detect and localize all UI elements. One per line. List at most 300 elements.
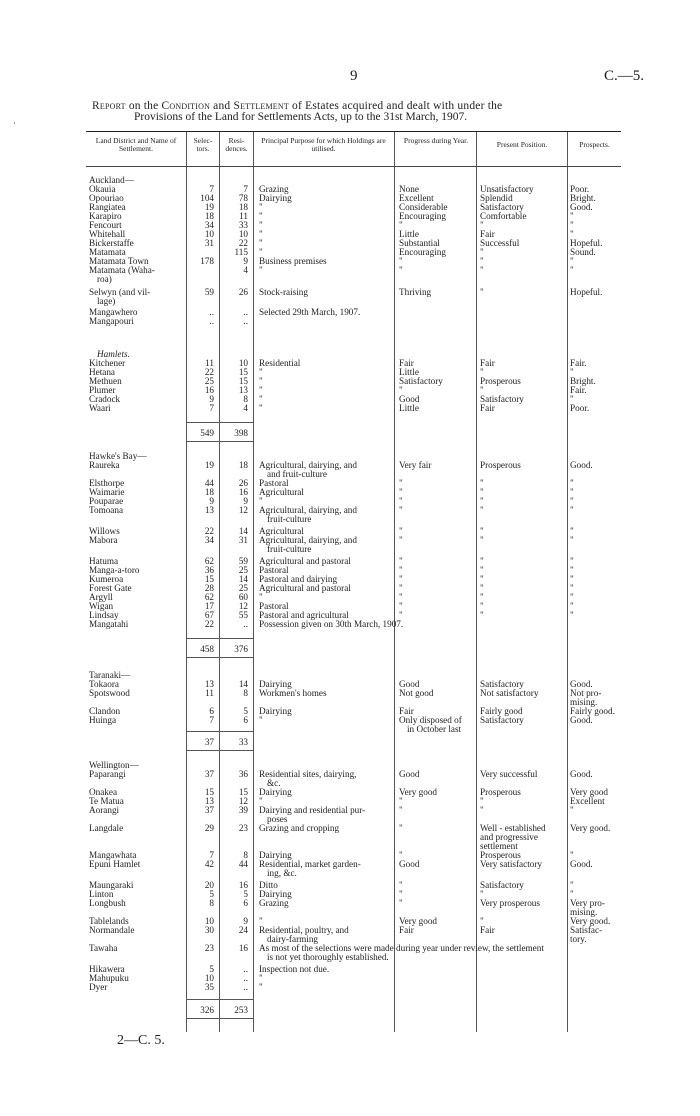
cell-name: Tawaha	[89, 943, 118, 953]
cell-pur: Workmen's homes	[259, 688, 327, 698]
cell-res: 115	[234, 247, 248, 257]
cell-pur: Pastoral and dairying	[259, 574, 338, 584]
cell-prog: "	[399, 574, 403, 584]
cell-prog: "	[399, 889, 403, 899]
cell-name: Raureka	[89, 460, 120, 470]
cell-pur: Selected 29th March, 1907.	[259, 307, 361, 317]
cell-name: Wellington—	[89, 760, 139, 770]
cell-prog: Fair	[399, 358, 414, 368]
cell-name: Tablelands	[89, 916, 129, 926]
cell-res: 26	[238, 478, 248, 488]
cell-name: Hatuma	[89, 556, 119, 566]
cell-name: Taranaki—	[89, 670, 131, 680]
cell-pos: Unsatisfactory	[480, 184, 534, 194]
cell-pur: Residential, market garden-	[259, 859, 361, 869]
cell-pro: "	[570, 211, 574, 221]
cell-res: 8	[243, 688, 248, 698]
cell-pur: Dairying	[259, 787, 292, 797]
cell-pro: Very good.	[570, 916, 611, 926]
cell-pur: &c.	[267, 778, 281, 788]
cell-prog: "	[399, 535, 403, 545]
cell-prog: "	[399, 592, 403, 602]
cell-pro: Bright.	[570, 376, 596, 386]
cell-sel: 178	[200, 256, 214, 266]
cell-res: 14	[238, 526, 248, 536]
cell-prog: Fair	[399, 706, 414, 716]
cell-sel: 29	[204, 823, 214, 833]
cell-name: Onakea	[89, 787, 118, 797]
cell-pur: "	[259, 385, 263, 395]
cell-name: Linton	[89, 889, 114, 899]
cell-pro: "	[570, 526, 574, 536]
cell-name: Lindsay	[89, 610, 119, 620]
cell-pos: "	[480, 496, 484, 506]
cell-pos: "	[480, 385, 484, 395]
cell-pur: Inspection not due.	[259, 964, 330, 974]
cell-name: Manga-a-toro	[89, 565, 140, 575]
cell-pro: "	[570, 265, 574, 275]
cell-pur: Agricultural and pastoral	[259, 556, 351, 566]
cell-pro: mising.	[570, 697, 598, 707]
cell-res: ..	[243, 316, 248, 326]
cell-pos: settlement	[480, 841, 518, 851]
cell-sel: 25	[204, 376, 214, 386]
cell-pur: "	[259, 592, 263, 602]
cell-sel: 22	[204, 367, 214, 377]
cell-name: Mabora	[89, 535, 118, 545]
cell-pro: "	[570, 535, 574, 545]
cell-res: 13	[238, 385, 248, 395]
cell-pur: Dairying	[259, 889, 292, 899]
cell-pos: Prosperous	[480, 376, 521, 386]
total-rule	[187, 657, 253, 658]
cell-prog: "	[399, 601, 403, 611]
cell-res: 9	[243, 916, 248, 926]
cell-name: Kitchener	[89, 358, 126, 368]
cell-pos: Not satisfactory	[480, 688, 539, 698]
cell-prog: Substantial	[399, 238, 440, 248]
cell-prog: "	[399, 496, 403, 506]
cell-pro: "	[570, 394, 574, 404]
cell-name: Argyll	[89, 592, 113, 602]
cell-pur: Possession given on 30th March, 1907.	[259, 619, 404, 629]
header-purpose: Principal Purpose for which Holdings are utilised.	[261, 136, 386, 153]
cell-prog: Good	[399, 394, 420, 404]
cell-pro: "	[570, 256, 574, 266]
cell-name: Te Matua	[89, 796, 124, 806]
cell-pur: "	[259, 247, 263, 257]
total-rule	[187, 731, 253, 732]
cell-pos: Fair	[480, 925, 495, 935]
cell-pro: Satisfac-	[570, 925, 603, 935]
cell-sel: 6	[209, 706, 214, 716]
cell-res: 14	[238, 679, 248, 689]
cell-res: 10	[238, 229, 248, 239]
cell-res: 44	[238, 859, 248, 869]
total-rule	[187, 750, 253, 751]
cell-pos: Satisfactory	[480, 880, 524, 890]
cell-res: 33	[238, 737, 248, 747]
cell-pro: tory.	[570, 934, 587, 944]
cell-pur: Pastoral	[259, 601, 289, 611]
cell-res: 15	[238, 367, 248, 377]
cell-prog: None	[399, 184, 419, 194]
cell-sel: 15	[204, 787, 214, 797]
cell-res: 8	[243, 394, 248, 404]
cell-name: Aorangi	[89, 805, 120, 815]
cell-name: Tokaora	[89, 679, 119, 689]
cell-sel: 42	[204, 859, 214, 869]
cell-prog: "	[399, 850, 403, 860]
cell-name: Hikawera	[89, 964, 125, 974]
cell-sel: 62	[204, 592, 214, 602]
cell-sel: 36	[204, 565, 214, 575]
cell-pur: "	[259, 916, 263, 926]
title-word-report: Report	[92, 100, 126, 112]
cell-pur: Grazing and cropping	[259, 823, 340, 833]
cell-sel: 18	[204, 487, 214, 497]
cell-sel: 10	[204, 916, 214, 926]
cell-name: Epuni Hamlet	[89, 859, 141, 869]
cell-sel: 8	[209, 898, 214, 908]
cell-res: 6	[243, 715, 248, 725]
cell-pro: "	[570, 574, 574, 584]
margin-mark: ·	[13, 118, 16, 128]
cell-name: Wigan	[89, 601, 114, 611]
cell-pur: "	[259, 394, 263, 404]
cell-name: Clandon	[89, 706, 121, 716]
cell-prog: "	[399, 898, 403, 908]
cell-pur: "	[259, 367, 263, 377]
cell-pur: "	[259, 220, 263, 230]
cell-pos: Splendid	[480, 193, 513, 203]
cell-res: 376	[234, 644, 248, 654]
cell-pos: Very prosperous	[480, 898, 540, 908]
cell-sel: 30	[204, 925, 214, 935]
cell-prog: Excellent	[399, 193, 434, 203]
cell-pro: Excellent	[570, 796, 605, 806]
total-rule	[187, 1018, 253, 1019]
cell-pro: Good.	[570, 859, 593, 869]
cell-name: Kumeroa	[89, 574, 124, 584]
cell-pos: Prosperous	[480, 460, 521, 470]
cell-pro: "	[570, 478, 574, 488]
cell-sel: 9	[209, 394, 214, 404]
cell-pur: "	[259, 202, 263, 212]
cell-name: Tomoana	[89, 505, 124, 515]
cell-pos: "	[480, 478, 484, 488]
total-rule	[187, 422, 253, 423]
cell-prog: "	[399, 805, 403, 815]
cell-prog: "	[399, 583, 403, 593]
cell-pos: Prosperous	[480, 787, 521, 797]
cell-name: Maungaraki	[89, 880, 134, 890]
cell-res: 4	[243, 265, 248, 275]
cell-name: Elsthorpe	[89, 478, 125, 488]
cell-pur: fruit-culture	[267, 544, 312, 554]
cell-pur: Grazing	[259, 898, 289, 908]
cell-res: 39	[238, 805, 248, 815]
cell-name: Hawke's Bay—	[89, 451, 147, 461]
cell-pur: "	[259, 238, 263, 248]
cell-res: 6	[243, 898, 248, 908]
cell-name: Mangatahi	[89, 619, 129, 629]
cell-pos: Very successful	[480, 769, 538, 779]
cell-sel: 59	[204, 287, 214, 297]
cell-pos: "	[480, 583, 484, 593]
cell-pro: Very good.	[570, 823, 611, 833]
cell-prog: "	[399, 610, 403, 620]
column-rule	[394, 132, 395, 1032]
cell-name: Rangiatea	[89, 202, 126, 212]
cell-pos: Well - established	[480, 823, 546, 833]
cell-res: 7	[243, 184, 248, 194]
cell-name: Willows	[89, 526, 120, 536]
cell-name: Longbush	[89, 898, 126, 908]
cell-sel: 7	[209, 184, 214, 194]
cell-sel: 19	[204, 460, 214, 470]
cell-pos: "	[480, 592, 484, 602]
cell-prog: Good	[399, 769, 420, 779]
cell-pur: Dairying	[259, 706, 292, 716]
cell-pro: Good.	[570, 202, 593, 212]
total-rule	[187, 999, 253, 1000]
cell-pur: fruit-culture	[267, 514, 312, 524]
cell-pos: "	[480, 256, 484, 266]
cell-res: 12	[238, 796, 248, 806]
cell-pur: Agricultural, dairying, and	[259, 535, 357, 545]
cell-pos: "	[480, 535, 484, 545]
cell-name: Mangawhero	[89, 307, 138, 317]
cell-prog: "	[399, 256, 403, 266]
cell-name: Auckland—	[89, 175, 134, 185]
cell-pos: Very satisfactory	[480, 859, 542, 869]
column-rule	[567, 132, 568, 1032]
cell-res: 9	[243, 496, 248, 506]
cell-name: Matamata	[89, 247, 126, 257]
cell-pro: "	[570, 850, 574, 860]
cell-pos: "	[480, 526, 484, 536]
settlements-table	[86, 131, 621, 1032]
cell-pro: Bright.	[570, 193, 596, 203]
cell-pur: Agricultural, dairying, and	[259, 460, 357, 470]
cell-res: 26	[238, 287, 248, 297]
cell-prog: in October last	[407, 724, 462, 734]
cell-pos: "	[480, 805, 484, 815]
cell-pro: "	[570, 220, 574, 230]
cell-pur: "	[259, 229, 263, 239]
cell-pro: Poor.	[570, 184, 590, 194]
cell-pos: Successful	[480, 238, 520, 248]
cell-res: 16	[238, 880, 248, 890]
cell-res: 59	[238, 556, 248, 566]
cell-sel: 22	[204, 526, 214, 536]
cell-pro: "	[570, 583, 574, 593]
cell-pur: "	[259, 982, 263, 992]
cell-res: 24	[238, 925, 248, 935]
total-rule	[187, 638, 253, 639]
cell-res: 14	[238, 574, 248, 584]
cell-pos: Satisfactory	[480, 679, 524, 689]
cell-sel: 5	[209, 889, 214, 899]
cell-name: lage)	[97, 296, 116, 306]
cell-prog: "	[399, 556, 403, 566]
cell-res: 8	[243, 850, 248, 860]
cell-pro: Very good	[570, 787, 609, 797]
cell-prog: "	[399, 823, 403, 833]
cell-pro: "	[570, 229, 574, 239]
cell-sel: ..	[209, 316, 214, 326]
cell-pur: Agricultural	[259, 487, 304, 497]
cell-name: Plumer	[89, 385, 116, 395]
cell-pos: "	[480, 505, 484, 515]
cell-res: 25	[238, 565, 248, 575]
cell-prog: Not good	[399, 688, 434, 698]
cell-pro: "	[570, 805, 574, 815]
cell-pro: Hopeful.	[570, 238, 603, 248]
cell-pos: Fairly good	[480, 706, 523, 716]
cell-name: Okauia	[89, 184, 116, 194]
cell-res: 25	[238, 583, 248, 593]
header-progress: Progress during Year.	[403, 136, 469, 145]
cell-sel: 7	[209, 715, 214, 725]
title-on: on the	[128, 100, 159, 112]
cell-pos: "	[480, 265, 484, 275]
cell-pur: Pastoral and agricultural	[259, 610, 349, 620]
cell-sel: 10	[204, 229, 214, 239]
cell-prog: Satisfactory	[399, 376, 443, 386]
cell-pos: "	[480, 610, 484, 620]
title-word-condition: Condition	[161, 100, 211, 112]
cell-res: 36	[238, 769, 248, 779]
cell-sel: 9	[209, 496, 214, 506]
cell-name: Mahupuku	[89, 973, 129, 983]
cell-prog: "	[399, 478, 403, 488]
cell-res: ..	[243, 982, 248, 992]
cell-pro: Good.	[570, 769, 593, 779]
cell-pro: Good.	[570, 679, 593, 689]
cell-pos: "	[480, 889, 484, 899]
cell-name: Pouparae	[89, 496, 124, 506]
cell-prog: Only disposed of	[399, 715, 462, 725]
cell-pos: "	[480, 487, 484, 497]
cell-pur: Agricultural and pastoral	[259, 583, 351, 593]
cell-prog: Good	[399, 859, 420, 869]
header-position: Present Position.	[496, 140, 548, 149]
cell-res: 23	[238, 823, 248, 833]
cell-pur: "	[259, 265, 263, 275]
cell-pro: Fair.	[570, 385, 587, 395]
cell-prog: Encouraging	[399, 211, 446, 221]
cell-pro: "	[570, 565, 574, 575]
cell-pos: "	[480, 601, 484, 611]
cell-pur: Dairying	[259, 850, 292, 860]
cell-name: Dyer	[89, 982, 108, 992]
cell-pos: "	[480, 916, 484, 926]
cell-pur: Agricultural	[259, 526, 304, 536]
cell-sel: 22	[204, 619, 214, 629]
cell-prog: Little	[399, 367, 419, 377]
cell-pos: Satisfactory	[480, 394, 524, 404]
cell-pro: Fair.	[570, 358, 587, 368]
cell-prog: Good	[399, 679, 420, 689]
cell-sel: 458	[200, 644, 214, 654]
cell-sel: 18	[204, 211, 214, 221]
cell-pur: is not yet thoroughly established.	[267, 952, 389, 962]
cell-res: 22	[238, 238, 248, 248]
cell-sel: 28	[204, 583, 214, 593]
cell-sel: 34	[204, 535, 214, 545]
cell-pro: "	[570, 496, 574, 506]
cell-pur: As most of the selections were made during year under review, the settlement	[259, 943, 544, 953]
cell-res: ..	[243, 973, 248, 983]
cell-pro: Hopeful.	[570, 287, 603, 297]
cell-sel: 23	[204, 943, 214, 953]
cell-res: 5	[243, 889, 248, 899]
header-rule	[86, 166, 621, 167]
cell-pos: "	[480, 574, 484, 584]
cell-res: 16	[238, 487, 248, 497]
cell-sel: 11	[205, 688, 214, 698]
cell-res: 60	[238, 592, 248, 602]
cell-prog: "	[399, 505, 403, 515]
cell-sel: 16	[204, 385, 214, 395]
page-reference: C.—5.	[604, 68, 645, 84]
cell-pro: Very pro-	[570, 898, 605, 908]
cell-prog: "	[399, 487, 403, 497]
cell-prog: "	[399, 565, 403, 575]
cell-sel: 549	[200, 428, 214, 438]
cell-sel: 34	[204, 220, 214, 230]
cell-pur: Pastoral	[259, 565, 289, 575]
cell-pur: "	[259, 715, 263, 725]
cell-pro: Fairly good.	[570, 706, 615, 716]
cell-pur: Dairying and residential pur-	[259, 805, 366, 815]
cell-sel: 13	[204, 796, 214, 806]
cell-pur: Residential sites, dairying,	[259, 769, 357, 779]
cell-name: Cradock	[89, 394, 121, 404]
cell-pro: Good.	[570, 460, 593, 470]
cell-name: Fencourt	[89, 220, 122, 230]
cell-pur: "	[259, 376, 263, 386]
cell-res: 253	[234, 1005, 248, 1015]
header-residences: Resi- dences.	[225, 136, 248, 153]
cell-name: Methuen	[89, 376, 122, 386]
cell-pur: "	[259, 403, 263, 413]
cell-pur: ing, &c.	[267, 868, 297, 878]
cell-name: Mangapouri	[89, 316, 134, 326]
cell-pos: Comfortable	[480, 211, 527, 221]
header-name: Land District and Name of Settlement.	[95, 136, 177, 153]
cell-pos: "	[480, 556, 484, 566]
cell-pur: "	[259, 973, 263, 983]
cell-pur: dairy-farming	[267, 934, 319, 944]
page-number: 9	[350, 68, 358, 84]
cell-pos: Prosperous	[480, 850, 521, 860]
cell-pos: "	[480, 287, 484, 297]
cell-sel: 13	[204, 679, 214, 689]
cell-pos: "	[480, 247, 484, 257]
cell-pur: and fruit-culture	[267, 469, 327, 479]
cell-pur: "	[259, 796, 263, 806]
cell-prog: "	[399, 880, 403, 890]
cell-pro: Good.	[570, 715, 593, 725]
cell-pro: "	[570, 556, 574, 566]
cell-pos: Fair	[480, 358, 495, 368]
cell-sel: 35	[204, 982, 214, 992]
cell-pos: Satisfactory	[480, 715, 524, 725]
cell-pur: Dairying	[259, 679, 292, 689]
